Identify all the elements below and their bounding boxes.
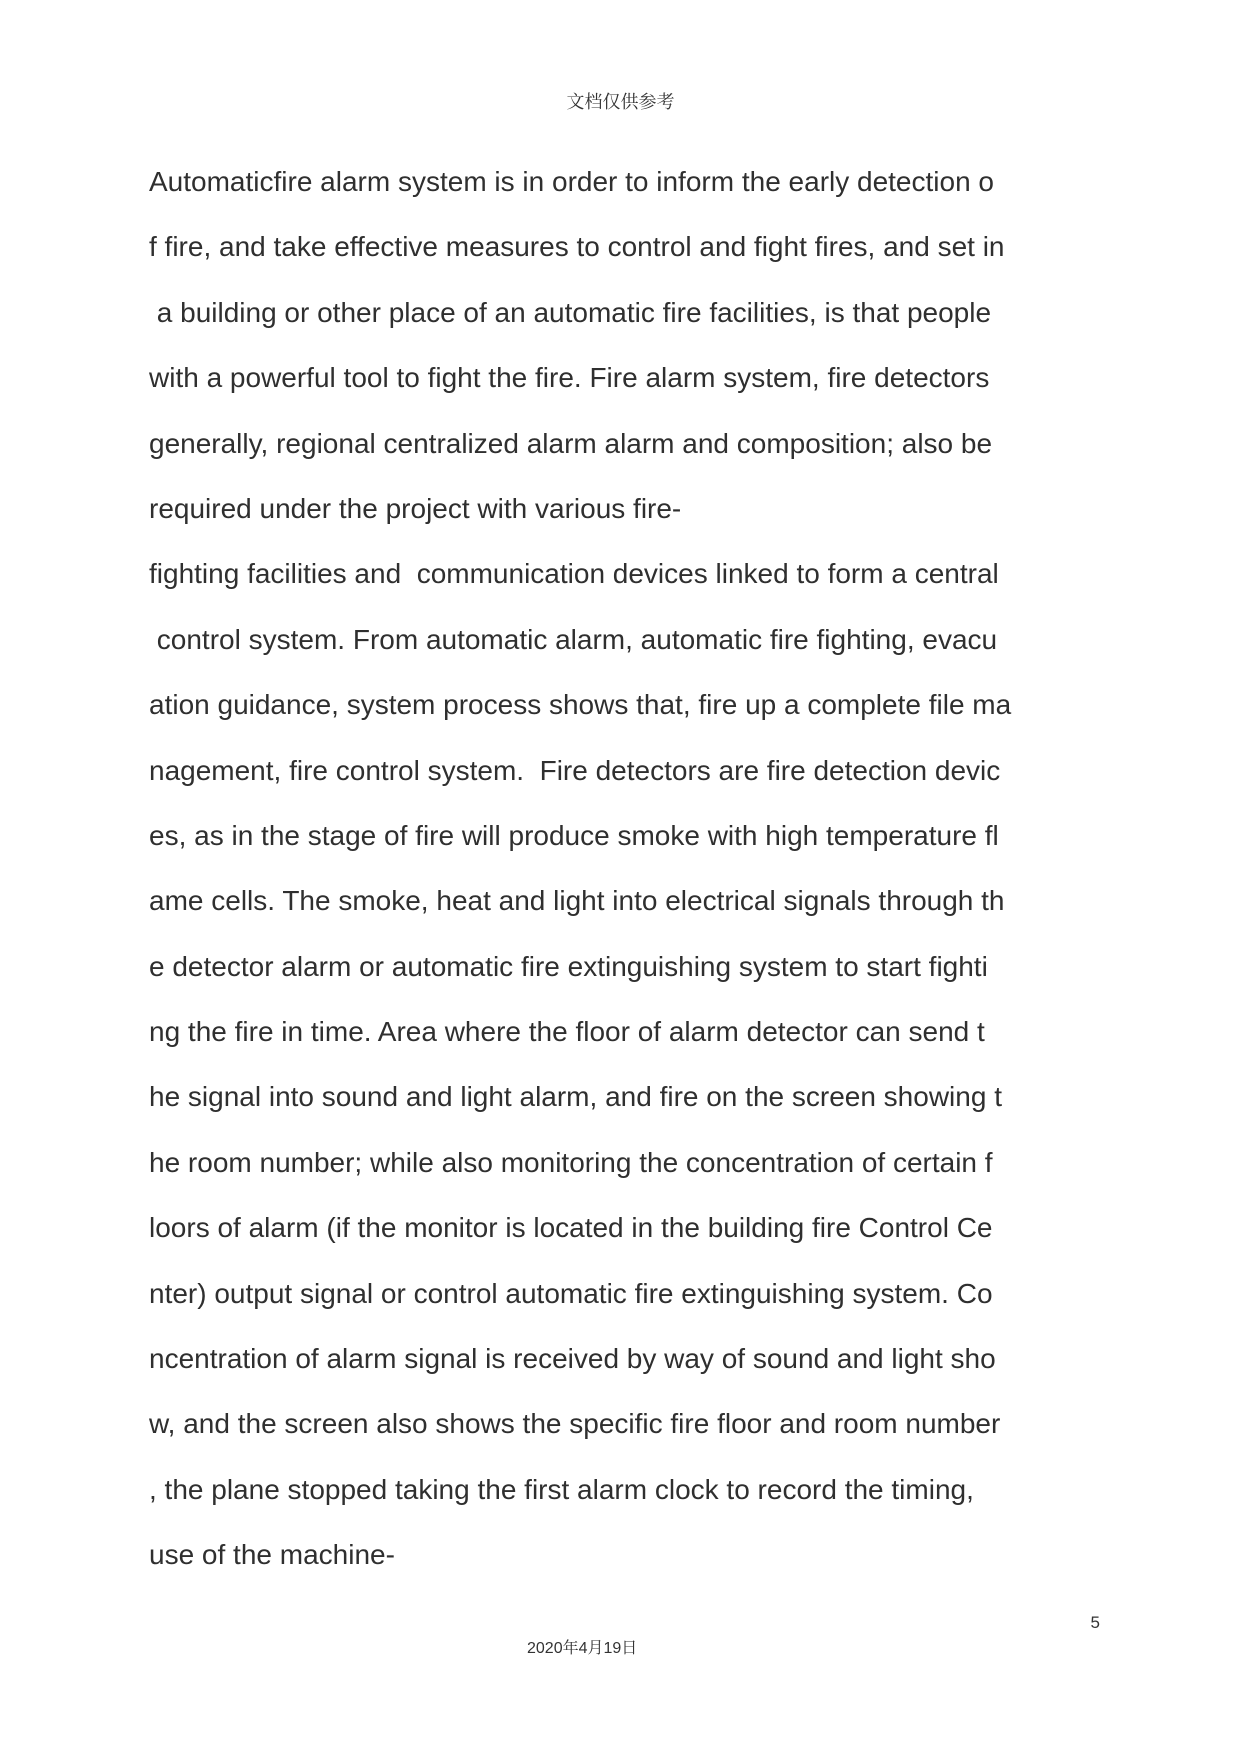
body-line: w, and the screen also shows the specific fire floor and room number [149,1408,1001,1440]
body-line: ncentration of alarm signal is received by way of sound and light sho [149,1343,996,1375]
body-line: fighting facilities and communication devices linked to form a central [149,558,999,590]
footer-date: 2020年4月19日 [527,1640,638,1657]
body-line: loors of alarm (if the monitor is located in the building fire Control Ce [149,1212,993,1244]
body-line: control system. From automatic alarm, automatic fire fighting, evacu [149,623,998,655]
body-line: he room number; while also monitoring the concentration of certain f [149,1146,993,1178]
body-line: e detector alarm or automatic fire extinguishing system to start fighti [149,950,988,982]
body-line: generally, regional centralized alarm alarm and composition; also be [149,427,993,459]
body-line: required under the project with various fire- [149,492,682,524]
body-line: with a powerful tool to fight the fire. Fire alarm system, fire detectors [149,362,990,394]
body-line: ng the fire in time. Area where the floor of alarm detector can send t [149,1016,985,1048]
body-line: Automaticfire alarm system is in order to inform the early detection o [149,166,995,197]
body-line: ame cells. The smoke, heat and light into electrical signals through th [149,885,1005,917]
body-line: nter) output signal or control automatic fire extinguishing system. Co [149,1277,993,1309]
body-line: use of the machine- [149,1539,395,1571]
body-line: f fire, and take effective measures to control and fight fires, and set in [149,231,1005,263]
body-line: , the plane stopped taking the first alarm clock to record the timing, [149,1473,974,1505]
body-text [149,149,1209,1588]
body-line: es, as in the stage of fire will produce smoke with high temperature fl [149,819,999,851]
body-line: he signal into sound and light alarm, and fire on the screen showing t [149,1081,1002,1113]
body-line: a building or other place of an automatic fire facilities, is that people [149,296,992,328]
page-number: 5 [1090,1613,1100,1632]
body-line: nagement, fire control system. Fire detectors are fire detection devic [149,754,1001,786]
body-line: ation guidance, system process shows that, fire up a complete file ma [149,689,1012,721]
page-header: 文档仅供参考 [566,92,675,112]
